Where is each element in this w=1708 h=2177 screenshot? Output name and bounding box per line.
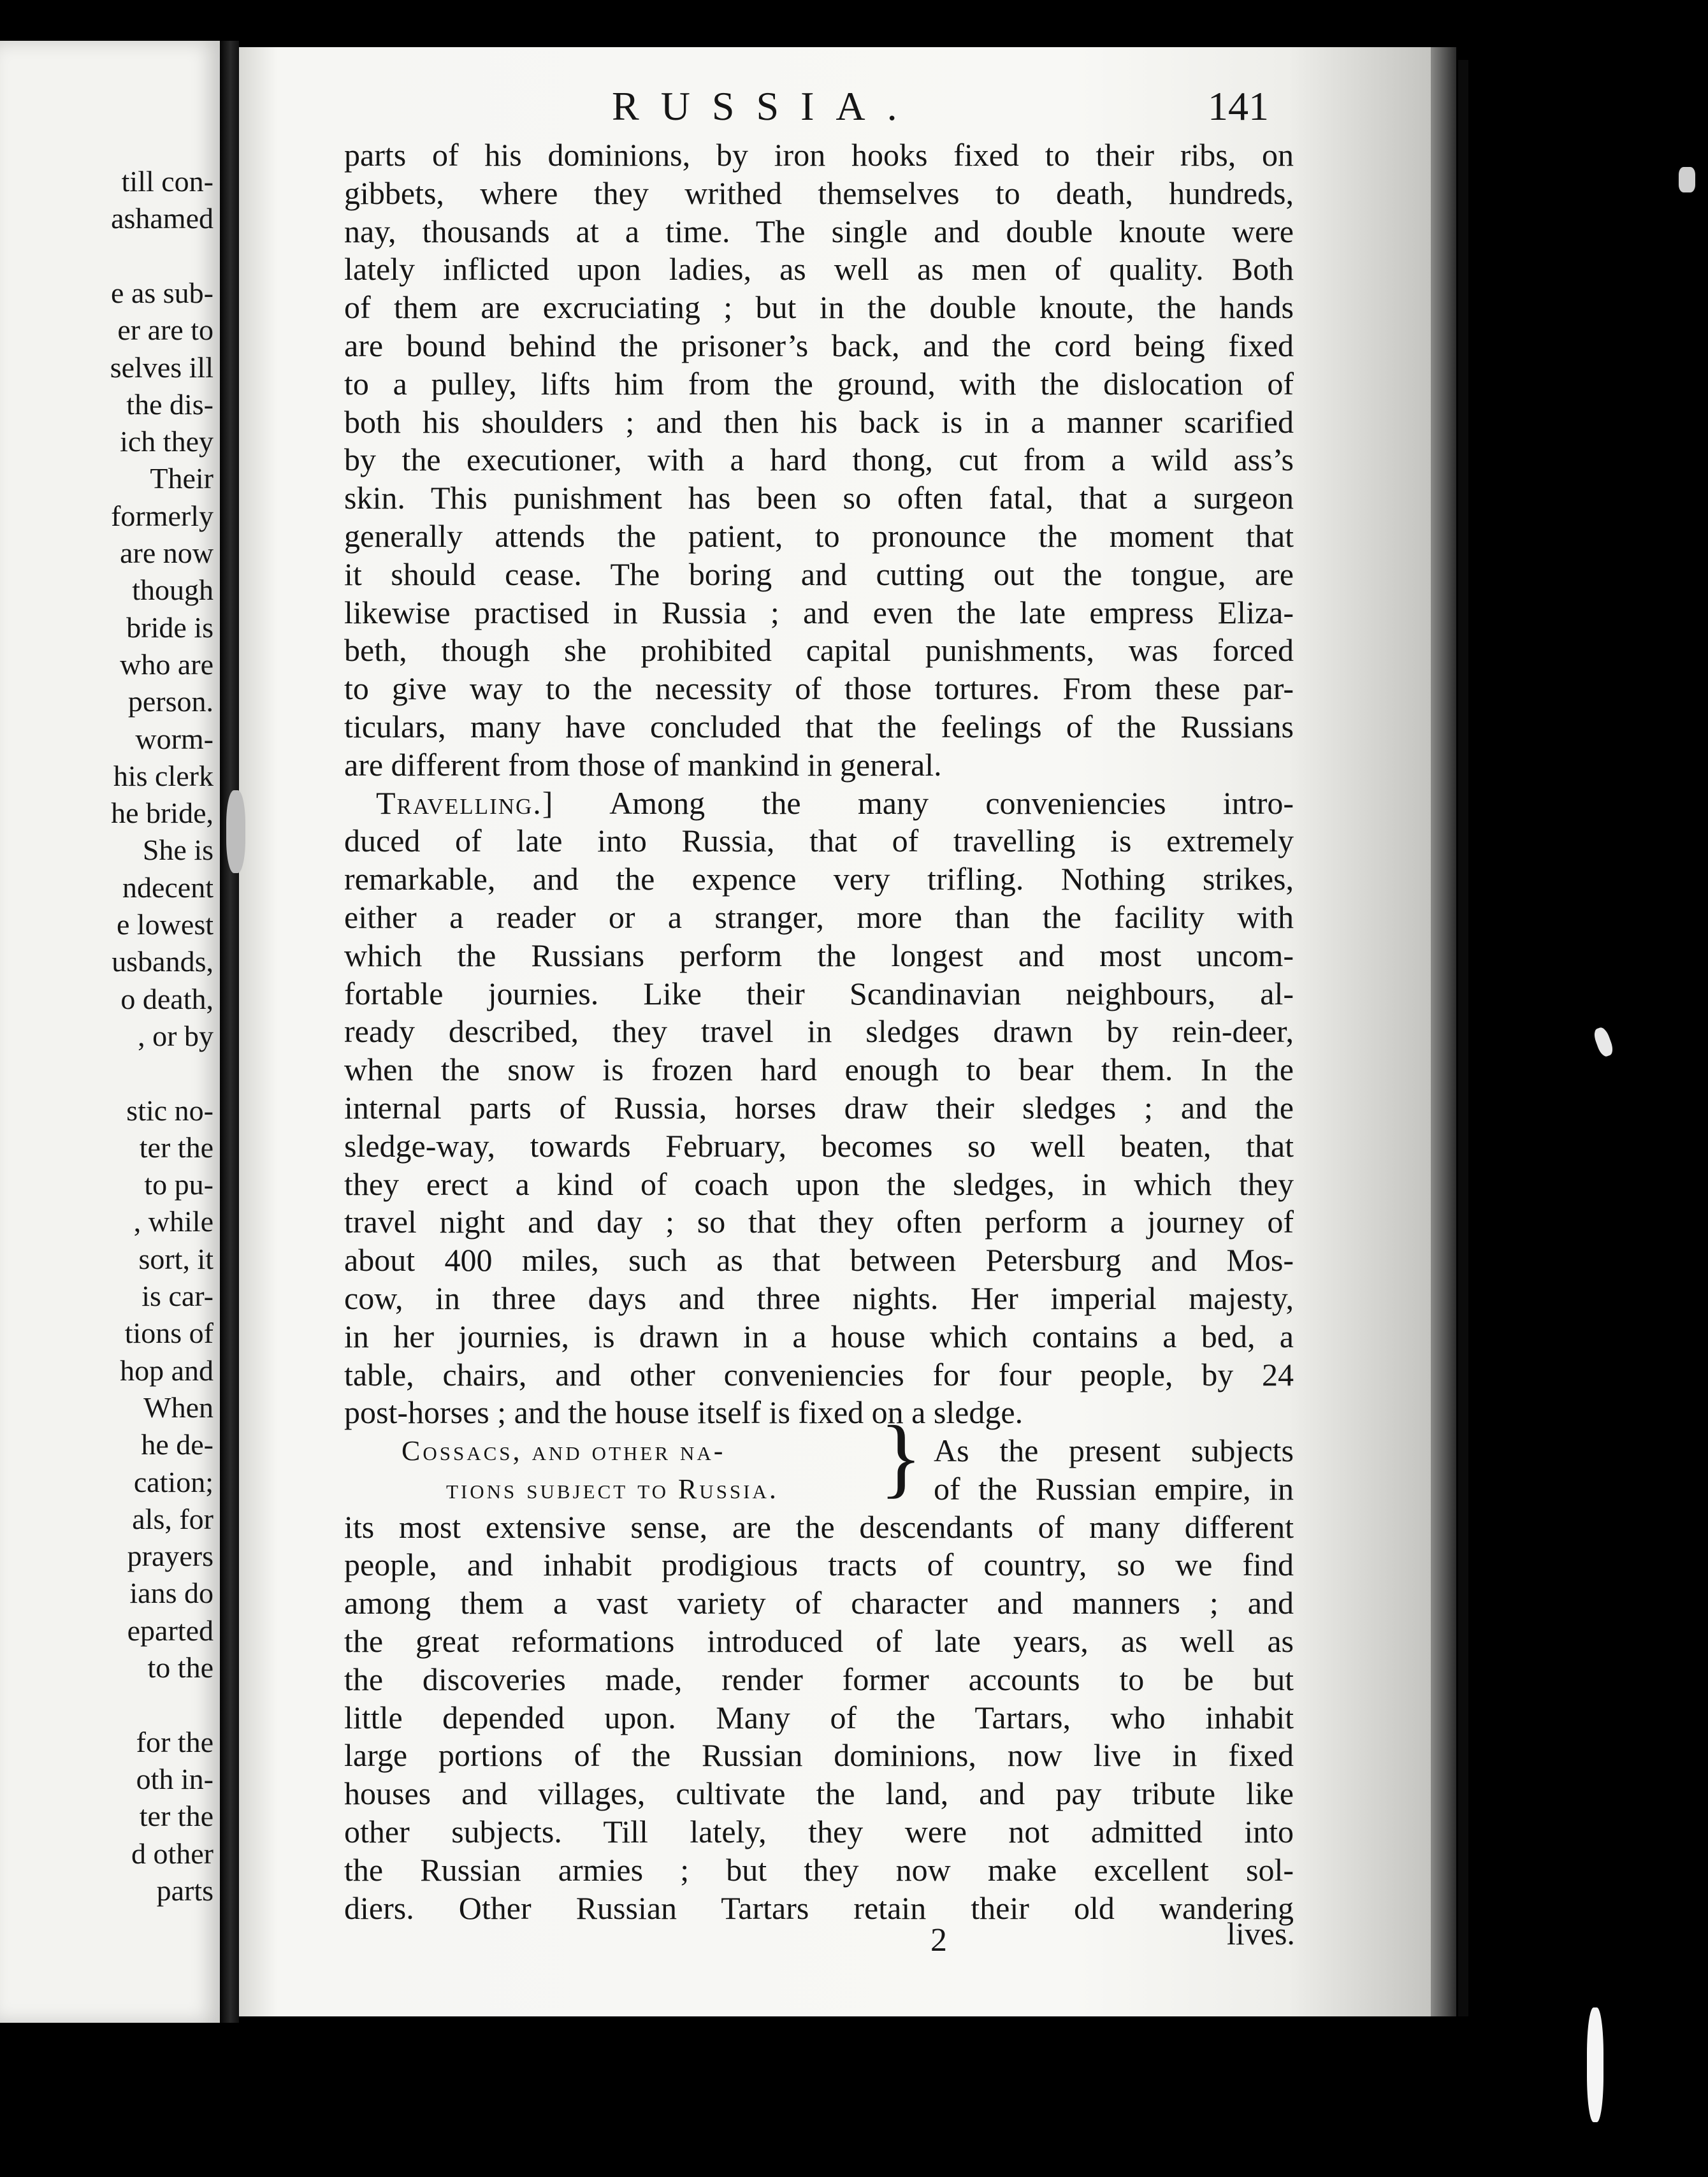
running-head: RUSSIA. bbox=[612, 83, 919, 129]
text-line: to a pulley, lifts him from the ground, with the dislocation of bbox=[344, 365, 1294, 401]
text-line: sledge-way, towards February, becomes so well beaten, that bbox=[344, 1127, 1294, 1164]
text-line: gibbets, where they writhed themselves to death, hundreds, bbox=[344, 175, 1294, 211]
paper-speck bbox=[1592, 1026, 1615, 1059]
cossacs-right-line-1: As the present subjects bbox=[934, 1433, 1294, 1469]
facing-page-line: worm- bbox=[135, 722, 214, 755]
facing-page-line: ians do bbox=[129, 1577, 214, 1610]
cossacs-heading-line-1: Cossacs, and other na- bbox=[402, 1435, 726, 1467]
facing-page-line: , or by bbox=[138, 1019, 214, 1052]
text-line: they erect a kind of coach upon the sledges, in which they bbox=[344, 1166, 1294, 1202]
facing-page-line: though bbox=[132, 574, 214, 607]
text-line: about 400 miles, such as that between Petersburg and Mos- bbox=[344, 1242, 1294, 1278]
facing-page-line: the dis- bbox=[126, 387, 214, 421]
travelling-heading: Travelling.] bbox=[376, 785, 554, 821]
book-gutter bbox=[220, 41, 239, 2023]
facing-page-line: who are bbox=[120, 647, 214, 681]
text-line: when the snow is frozen hard enough to bear them. In the bbox=[344, 1052, 1294, 1088]
cossacs-heading-line-2: tions subject to Russia. bbox=[446, 1473, 779, 1505]
catchword: lives. bbox=[1227, 1916, 1295, 1951]
facing-page-line: to the bbox=[147, 1651, 214, 1684]
facing-page-line: o death, bbox=[120, 982, 214, 1015]
text-line: ticulars, many have concluded that the feelings of the Russians bbox=[344, 708, 1294, 744]
facing-page-line: he bride, bbox=[111, 797, 214, 830]
travelling-paragraph bbox=[344, 822, 1294, 1432]
text-line: remarkable, and the expence very trifling. Nothing strikes, bbox=[344, 861, 1294, 897]
text-line: skin. This punishment has been so often fatal, that a surgeon bbox=[344, 480, 1294, 516]
signature-mark: 2 bbox=[930, 1922, 947, 1958]
punishment-paragraph bbox=[344, 136, 1294, 785]
facing-page-line: formerly bbox=[111, 499, 214, 532]
facing-page-line: he de- bbox=[141, 1428, 214, 1461]
text-line: by the executioner, with a hard thong, cut from a wild ass’s bbox=[344, 442, 1294, 478]
facing-page-line: his clerk bbox=[113, 759, 214, 792]
travelling-first-line bbox=[344, 785, 1294, 823]
text-line: it should cease. The boring and cutting out the tongue, are bbox=[344, 556, 1294, 592]
text-line: generally attends the patient, to pronounce the moment that bbox=[344, 517, 1294, 554]
text-line: parts of his dominions, by iron hooks fixed to their ribs, on bbox=[344, 137, 1294, 173]
facing-page-line: parts bbox=[156, 1874, 214, 1907]
text-line: travel night and day ; so that they often perform a journey of bbox=[344, 1204, 1294, 1240]
facing-page-line: to pu- bbox=[144, 1168, 214, 1201]
text-line: are different from those of mankind in general. bbox=[344, 746, 942, 783]
page-edge-shadow bbox=[1431, 47, 1456, 2016]
text-line: are bound behind the prisoner’s back, and the cord being fixed bbox=[344, 327, 1294, 363]
paper-speck bbox=[1679, 167, 1695, 192]
facing-page-line: e lowest bbox=[116, 908, 214, 941]
facing-page-line: is car- bbox=[141, 1280, 214, 1312]
text-line: the Russian armies ; but they now make excellent sol- bbox=[344, 1851, 1294, 1888]
facing-page-line: ter the bbox=[139, 1131, 214, 1164]
facing-page-line: person. bbox=[127, 685, 214, 718]
facing-page-line: ter the bbox=[139, 1800, 214, 1833]
text-line: large portions of the Russian dominions, now live in fixed bbox=[344, 1737, 1294, 1774]
text-line: internal parts of Russia, horses draw their sledges ; and the bbox=[344, 1089, 1294, 1125]
facing-page-line: eparted bbox=[127, 1614, 214, 1647]
text-line: to give way to the necessity of those tortures. From these par- bbox=[344, 670, 1294, 707]
facing-page-line: tions of bbox=[124, 1317, 214, 1350]
travelling-first-line-text: Among the many conveniencies intro- bbox=[609, 785, 1294, 821]
text-line: diers. Other Russian Tartars retain their old wandering bbox=[344, 1890, 1294, 1926]
text-line: duced of late into Russia, that of travelling is extremely bbox=[344, 823, 1294, 859]
text-line: of them are excruciating ; but in the double knoute, the hands bbox=[344, 289, 1294, 326]
facing-page-line: Their bbox=[150, 462, 214, 495]
facing-page-line: bride is bbox=[126, 611, 214, 644]
paper-speck bbox=[1587, 2007, 1603, 2122]
facing-page-line: usbands, bbox=[112, 945, 214, 978]
facing-page-line: stic no- bbox=[126, 1094, 214, 1127]
facing-page-line: oth in- bbox=[136, 1762, 214, 1795]
facing-page-line: When bbox=[143, 1391, 214, 1424]
facing-page-line: , while bbox=[133, 1205, 214, 1238]
facing-page-line: till con- bbox=[121, 165, 214, 198]
cossacs-paragraph bbox=[344, 1508, 1294, 1928]
facing-page-line: hop and bbox=[120, 1354, 214, 1387]
facing-page-line: for the bbox=[136, 1725, 214, 1758]
text-line: table, chairs, and other conveniencies for four people, by 24 bbox=[344, 1356, 1294, 1392]
text-line: both his shoulders ; and then his back is in a manner scarified bbox=[344, 403, 1294, 440]
facing-page-line: ashamed bbox=[111, 202, 214, 235]
cossacs-heading-row-1 bbox=[344, 1432, 1294, 1470]
text-line: other subjects. Till lately, they were not admitted into bbox=[344, 1814, 1294, 1850]
facing-page-line: als, for bbox=[132, 1502, 214, 1535]
facing-page-text bbox=[0, 41, 220, 2023]
facing-page-line: d other bbox=[131, 1837, 214, 1870]
text-line: people, and inhabit prodigious tracts of country, so we find bbox=[344, 1547, 1294, 1583]
facing-page-fragment bbox=[0, 41, 220, 2023]
text-line: among them a vast variety of character and manners ; and bbox=[344, 1585, 1294, 1621]
text-line: houses and villages, cultivate the land, and pay tribute like bbox=[344, 1776, 1294, 1812]
paper-speck bbox=[226, 790, 245, 873]
facing-page-line: ndecent bbox=[122, 871, 214, 904]
text-line: ready described, they travel in sledges drawn by rein-deer, bbox=[344, 1013, 1294, 1050]
text-line: lately inflicted upon ladies, as well as men of quality. Both bbox=[344, 251, 1294, 287]
brace-glyph: } bbox=[879, 1407, 923, 1507]
text-line: the great reformations introduced of late years, as well as bbox=[344, 1623, 1294, 1660]
facing-page-line: are now bbox=[120, 537, 214, 569]
text-line: beth, though she prohibited capital punishments, was forced bbox=[344, 632, 1294, 669]
text-line: likewise practised in Russia ; and even the late empress Eliza- bbox=[344, 594, 1294, 630]
facing-page-line: selves ill bbox=[110, 351, 214, 384]
text-line: in her journies, is drawn in a house which contains a bed, a bbox=[344, 1318, 1294, 1354]
facing-page-line: sort, it bbox=[138, 1242, 214, 1275]
facing-page-line: er are to bbox=[117, 314, 214, 347]
text-line: post-horses ; and the house itself is fixed on a sledge. bbox=[344, 1394, 1024, 1431]
scanner-edge bbox=[1458, 60, 1468, 2016]
text-line: cow, in three days and three nights. Her imperial majesty, bbox=[344, 1280, 1294, 1316]
text-line: which the Russians perform the longest and most uncom- bbox=[344, 937, 1294, 973]
text-line: little depended upon. Many of the Tartars, who inhabit bbox=[344, 1699, 1294, 1735]
text-line: either a reader or a stranger, more than the facility with bbox=[344, 899, 1294, 935]
text-line: its most extensive sense, are the descendants of many different bbox=[344, 1508, 1294, 1545]
text-line: the discoveries made, render former accounts to be but bbox=[344, 1661, 1294, 1697]
facing-page-line: ich they bbox=[120, 425, 214, 458]
page-number: 141 bbox=[1208, 83, 1269, 129]
facing-page-line: She is bbox=[142, 834, 214, 867]
facing-page-line: prayers bbox=[127, 1540, 214, 1573]
body-text bbox=[344, 136, 1294, 1927]
facing-page-line: e as sub- bbox=[111, 276, 214, 309]
cossacs-right-line-2: of the Russian empire, in bbox=[934, 1470, 1294, 1507]
text-line: fortable journies. Like their Scandinavian neighbours, al- bbox=[344, 975, 1294, 1011]
facing-page-line: cation; bbox=[133, 1465, 214, 1498]
text-line: nay, thousands at a time. The single and double knoute were bbox=[344, 213, 1294, 249]
